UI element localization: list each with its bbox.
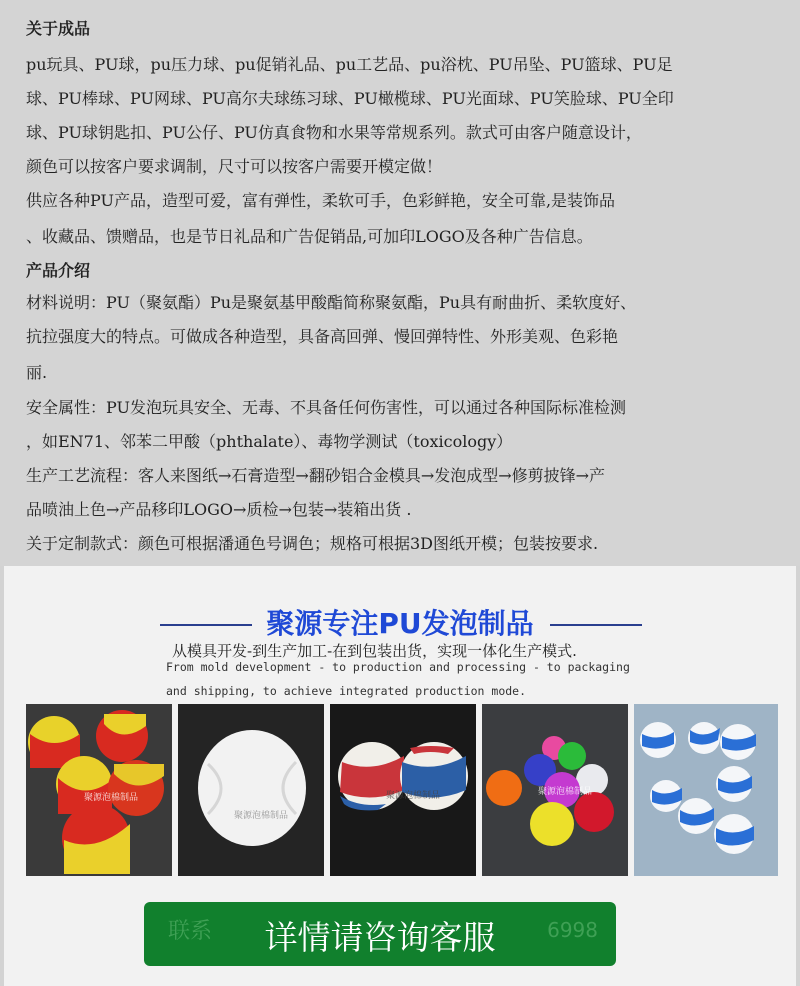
product-photo-colorful-balls bbox=[482, 704, 628, 876]
intro-line-6: 生产工艺流程：客人来图纸→石膏造型→翻砂铝合金模具→发泡成型→修剪披锋→产 bbox=[26, 466, 606, 485]
contact-service-button[interactable] bbox=[144, 902, 616, 966]
contact-service-label: 详情请咨询客服 bbox=[264, 918, 496, 957]
intro-line-2: 抗拉强度大的特点。可做成各种造型，具备高回弹、慢回弹特性、外形美观、色彩艳 bbox=[26, 327, 619, 346]
photo-watermark: 聚源泡棉制品 bbox=[84, 793, 139, 803]
about-line-5: 供应各种PU产品，造型可爱，富有弹性，柔软可手，色彩鲜艳，安全可靠,是装饰品 bbox=[26, 191, 616, 210]
product-photo-red-yellow-balls bbox=[26, 704, 172, 876]
cta-background-number: 6998 bbox=[547, 918, 598, 942]
banner-english-line-1: From mold development - to production and processing - to packaging bbox=[166, 660, 630, 674]
banner-english-line-2: and shipping, to achieve integrated production mode. bbox=[166, 684, 527, 698]
photo-watermark: 聚源泡棉制品 bbox=[538, 787, 593, 797]
about-line-6: 、收藏品、馈赠品，也是节日礼品和广告促销品,可加印LOGO及各种广告信息。 bbox=[26, 227, 593, 246]
about-line-2: 球、PU棒球、PU网球、PU高尔夫球练习球、PU橄榄球、PU光面球、PU笑脸球、PU全印 bbox=[26, 89, 674, 108]
about-line-1: pu玩具、PU球，pu压力球、pu促销礼品、pu工艺品、pu浴枕、PU吊坠、PU篮球、PU足 bbox=[26, 55, 673, 74]
about-heading: 关于成品 bbox=[26, 19, 91, 38]
photo-watermark: 聚源泡棉制品 bbox=[234, 811, 289, 821]
intro-line-8: 关于定制款式：颜色可根据潘通色号调色；规格可根据3D图纸开模；包装按要求. bbox=[26, 534, 599, 553]
banner-title: 聚源专注PU发泡制品 bbox=[266, 607, 534, 640]
product-photo-basketball-balls bbox=[330, 704, 476, 876]
white-baseball-image bbox=[178, 704, 324, 876]
product-photo-white-baseball bbox=[178, 704, 324, 876]
intro-heading: 产品介绍 bbox=[26, 261, 91, 280]
cta-background-text: 联系 bbox=[168, 919, 213, 944]
intro-line-1: 材料说明：PU（聚氨酯）Pu是聚氨基甲酸酯简称聚氨酯，Pu具有耐曲折、柔软度好、 bbox=[26, 293, 637, 312]
intro-line-5: ，如EN71、邻苯二甲酸（phthalate）、毒物学测试（toxicology） bbox=[26, 432, 513, 451]
photo-watermark: 聚源泡棉制品 bbox=[386, 791, 441, 801]
about-line-3: 球、PU球钥匙扣、PU公仔、PU仿真食物和水果等常规系列。款式可由客户随意设计， bbox=[26, 123, 642, 142]
company-banner bbox=[4, 566, 796, 986]
about-line-4: 颜色可以按客户要求调制，尺寸可以按客户需要开模定做！ bbox=[26, 157, 443, 176]
intro-line-7: 品喷油上色→产品移印LOGO→质检→包装→装箱出货 . bbox=[26, 500, 412, 519]
blue-white-balls-image bbox=[634, 704, 778, 876]
intro-line-4: 安全属性：PU发泡玩具安全、无毒、不具备任何伤害性，可以通过各种国际标准检测 bbox=[26, 398, 626, 417]
banner-subtitle: 从模具开发-到生产加工-在到包装出货，实现一体化生产模式. bbox=[172, 642, 577, 660]
product-photo-blue-white-balls bbox=[634, 704, 778, 876]
intro-line-3: 丽. bbox=[26, 363, 48, 382]
